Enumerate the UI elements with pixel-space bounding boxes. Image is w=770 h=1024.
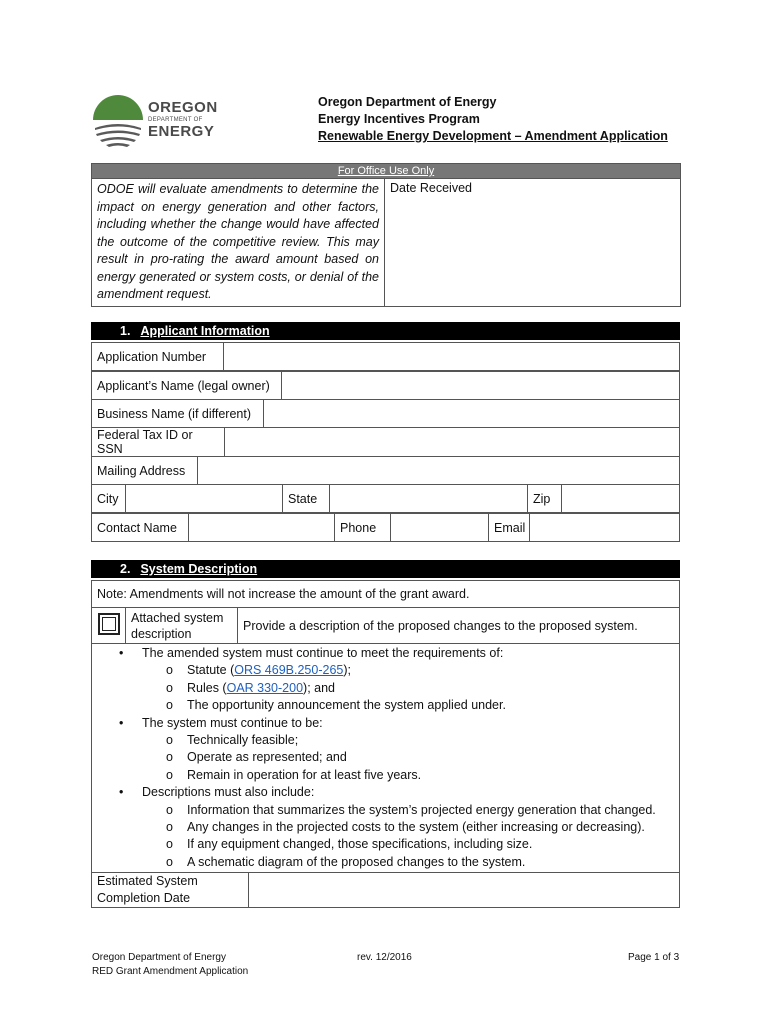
list-item: [92, 784, 679, 871]
section-applicant-header: [91, 322, 680, 340]
oregon-energy-logo: [90, 92, 220, 150]
footer-left: [92, 951, 248, 979]
city-label: City: [92, 485, 126, 513]
section2-title: System Description: [140, 562, 258, 576]
tax-id-input[interactable]: [225, 428, 680, 457]
state-input[interactable]: [330, 485, 528, 513]
footer-revision: rev. 12/2016: [357, 952, 412, 963]
list-item: o A schematic diagram of the proposed changes to the system.: [142, 854, 679, 871]
attached-description-label: Attached system description: [126, 608, 238, 644]
document-header: [318, 94, 668, 145]
logo-line-energy: ENERGY: [148, 123, 215, 140]
list-item: o Technically feasible;: [142, 732, 679, 749]
header-agency: Oregon Department of Energy: [318, 95, 497, 109]
office-use-table: [91, 163, 681, 307]
section-system-header: [91, 560, 680, 578]
statute-suffix: );: [343, 663, 351, 678]
list-item: [142, 680, 679, 697]
zip-label: Zip: [528, 485, 562, 513]
provide-description-instruction: Provide a description of the proposed changes to the proposed system.: [238, 608, 680, 644]
requirement-descriptions: Descriptions must also include:: [142, 785, 315, 800]
completion-date-label: Estimated System Completion Date: [92, 873, 249, 908]
contact-name-label: Contact Name: [92, 514, 189, 542]
statute-prefix: Statute (: [187, 663, 235, 678]
zip-input[interactable]: [562, 485, 680, 513]
phone-label: Phone: [335, 514, 391, 542]
attached-description-checkbox[interactable]: [98, 613, 120, 635]
section1-number: 1.: [120, 324, 131, 338]
applicant-name-label: Applicant’s Name (legal owner): [92, 372, 282, 400]
business-name-label: Business Name (if different): [92, 400, 264, 428]
list-item: o Operate as represented; and: [142, 749, 679, 766]
logo-emblem-icon: [90, 94, 146, 150]
application-number-input[interactable]: [224, 343, 680, 371]
oar-link[interactable]: OAR 330-200: [226, 680, 304, 695]
email-input[interactable]: [530, 514, 680, 542]
attached-description-row: [91, 607, 680, 644]
mailing-address-row: [91, 456, 680, 485]
rules-suffix: ); and: [303, 680, 335, 695]
header-form-title: Renewable Energy Development – Amendment Application: [318, 129, 668, 143]
list-item: [92, 645, 679, 715]
business-name-row: [91, 399, 680, 428]
applicant-name-input[interactable]: [282, 372, 680, 400]
footer-page-number: Page 1 of 3: [628, 952, 680, 963]
office-use-note: ODOE will evaluate amendments to determine the impact on energy generation and other factors, including whether the change would have affected the outcome of the competitive review. This may result in pro-rating the award amount based on energy generated or system costs, or denial of the amendment request.: [92, 179, 385, 307]
tax-id-label: Federal Tax ID or SSN: [92, 428, 225, 457]
amendment-note-row: [91, 580, 680, 608]
phone-input[interactable]: [391, 514, 489, 542]
contact-row: [91, 513, 680, 542]
city-input[interactable]: [126, 485, 283, 513]
header-program: Energy Incentives Program: [318, 112, 480, 126]
list-item: o If any equipment changed, those specifications, including size.: [142, 836, 679, 853]
amendment-note: Note: Amendments will not increase the amount of the grant award.: [92, 581, 680, 608]
tax-id-row: [91, 427, 680, 457]
city-state-zip-row: [91, 484, 680, 513]
footer-agency: Oregon Department of Energy: [92, 952, 226, 963]
requirement-continue-be: The system must continue to be:: [142, 715, 323, 730]
mailing-address-label: Mailing Address: [92, 457, 198, 485]
section2-number: 2.: [120, 562, 131, 576]
date-received-field[interactable]: [385, 179, 681, 307]
attached-description-checkbox-cell: [92, 608, 126, 644]
requirements-list: [92, 645, 679, 871]
section1-title: Applicant Information: [140, 324, 270, 338]
requirements-cell: [92, 644, 680, 873]
section2-heading: [92, 561, 680, 578]
requirements-row: [91, 643, 680, 873]
list-item: o Any changes in the projected costs to the system (either increasing or decreasing).: [142, 819, 679, 836]
logo-line-department: DEPARTMENT OF: [148, 117, 203, 123]
ors-link[interactable]: ORS 469B.250-265: [234, 663, 344, 678]
email-label: Email: [489, 514, 530, 542]
date-received-label: Date Received: [390, 181, 472, 195]
applicant-name-row: [91, 371, 680, 400]
office-use-bar: For Office Use Only: [92, 164, 681, 179]
rules-prefix: Rules (: [187, 680, 227, 695]
list-item: o Remain in operation for at least five years.: [142, 767, 679, 784]
list-item: o The opportunity announcement the system applied under.: [142, 697, 679, 714]
application-number-row: [91, 342, 680, 371]
application-number-label: Application Number: [92, 343, 224, 371]
completion-date-input[interactable]: [249, 873, 680, 908]
requirement-continue-meet: The amended system must continue to meet the requirements of:: [142, 646, 504, 660]
business-name-input[interactable]: [264, 400, 680, 428]
list-item: o Information that summarizes the system’s projected energy generation that changed.: [142, 802, 679, 819]
list-item: [142, 662, 679, 679]
list-item: [92, 715, 679, 785]
mailing-address-input[interactable]: [198, 457, 680, 485]
contact-name-input[interactable]: [189, 514, 335, 542]
completion-date-row: [91, 872, 680, 908]
section1-heading: [92, 323, 680, 340]
footer-form-name: RED Grant Amendment Application: [92, 966, 249, 977]
logo-line-oregon: OREGON: [148, 99, 218, 116]
state-label: State: [283, 485, 330, 513]
